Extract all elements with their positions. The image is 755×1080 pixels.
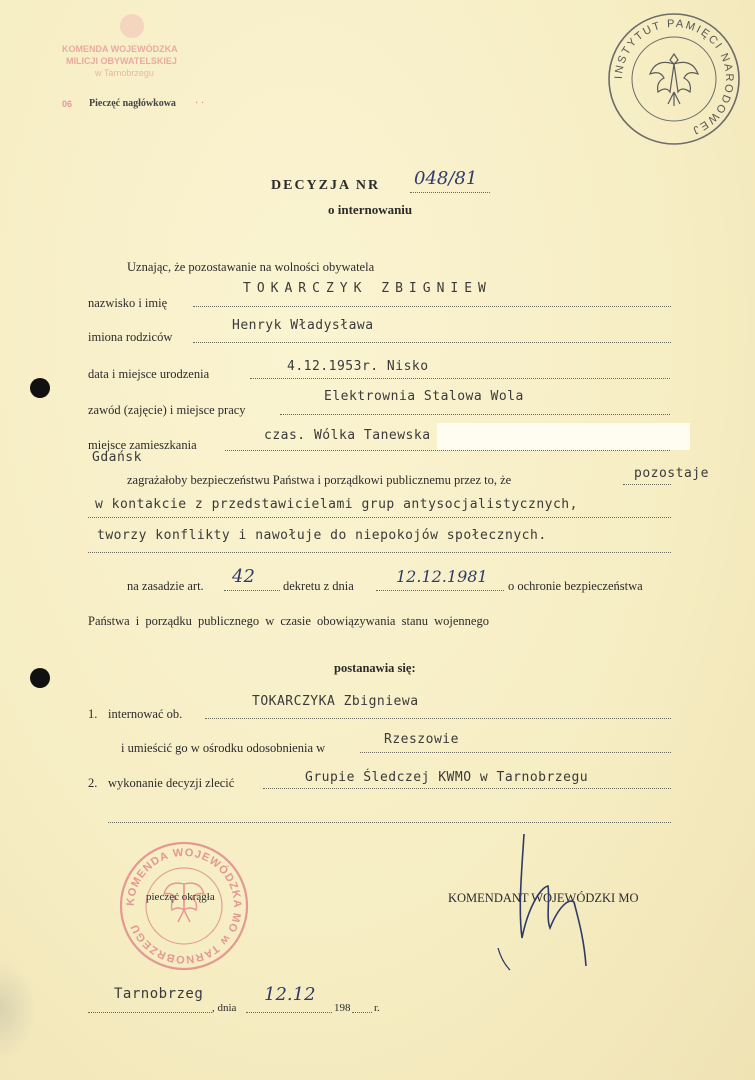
round-stamp-label: pieczęć okrągła xyxy=(146,891,215,903)
ipn-seal-text: INSTYTUT PAMIĘCI NARODOWEJ xyxy=(612,17,736,137)
work-label: zawód (zajęcie) i miejsce pracy xyxy=(88,403,246,417)
residence-label: miejsce zamieszkania xyxy=(88,438,197,452)
legal-line-2: Państwa i porządku publicznego w czasie obowiązywania stanu wojennego xyxy=(88,614,489,628)
commander-label: KOMENDANT WOJEWÓDZKI MO xyxy=(448,891,639,905)
surname-label: nazwisko i imię xyxy=(88,296,168,310)
item-1-place-label: i umieścić go w ośrodku odosobnienia w xyxy=(121,741,326,755)
round-stamp-text: KOMENDA WOJEWÓDZKA MO w TARNOBRZEGU xyxy=(124,846,244,966)
threat-reason-2: w kontakcie z przedstawicielami grup antysocjalistycznych, xyxy=(95,497,578,512)
header-stamp-label: Pieczęć nagłówkowa xyxy=(89,98,176,109)
item-1-place-value: Rzeszowie xyxy=(384,732,459,747)
decision-subtitle: o internowaniu xyxy=(328,202,413,217)
paper-wear xyxy=(0,960,36,1060)
day-label: , dnia xyxy=(212,1002,237,1014)
item-2-number: 2. xyxy=(88,776,98,790)
faded-header-stamp-line-2: MILICJI OBYWATELSKIEJ xyxy=(66,56,177,66)
threat-text: zagrażałoby bezpieczeństwu Państwa i porządkowi publicznemu przez to, że xyxy=(127,473,512,487)
decree-date: 12.12.1981 xyxy=(396,567,488,586)
parents-label: imiona rodziców xyxy=(88,330,173,344)
work-value: Elektrownia Stalowa Wola xyxy=(324,389,524,404)
header-stamp-number: 06 xyxy=(62,99,73,109)
redacted-area xyxy=(437,423,690,450)
item-2-value: Grupie Śledczej KWMO w Tarnobrzegu xyxy=(305,770,589,785)
eagle-icon xyxy=(650,54,698,106)
svg-text:INSTYTUT PAMIĘCI NARODOWEJ xyxy=(613,18,735,137)
threat-reason-3: tworzy konflikty i nawołuje do niepokojów społecznych. xyxy=(97,528,547,543)
threat-reason-1: pozostaje xyxy=(634,466,709,481)
item-1-value: TOKARCZYKA Zbigniewa xyxy=(252,694,419,709)
surname-value: TOKARCZYK ZBIGNIEW xyxy=(243,281,492,296)
faded-header-stamp-line-1: KOMENDA WOJEWÓDZKA xyxy=(62,44,178,54)
year-suffix: r. xyxy=(374,1002,380,1014)
decree-text: dekretu z dnia xyxy=(283,579,354,593)
round-stamp xyxy=(118,840,250,972)
item-1-number: 1. xyxy=(88,707,98,721)
decision-label: DECYZJA NR xyxy=(271,178,381,193)
legal-basis-prefix: na zasadzie art. xyxy=(127,579,204,593)
intro-text: Uznając, że pozostawanie na wolności obywatela xyxy=(127,260,375,274)
document-page: KOMENDA WOJEWÓDZKA MILICJI OBYWATELSKIEJ w Tarnobrzegu 06 Pieczęć nagłówkowa · · INSTYTUT PAMIĘCI NARODOWEJ DECYZJA NR 048/81 o internowaniu Uznając, że pozostawanie na wolności obywatela nazwisko i imię TOKARCZYK ZBIGNIEW imiona rodziców Henryk Władysława data i miejsce urodzenia 4.12.1953r. Nisko zawód (zajęcie) i miejsce pracy Elektrownia Stalowa Wola miejsce zamieszkania czas. Wólka Tanewska Gdańsk zagrażałoby bezpieczeństwu Państwa i porządkowi publicznemu przez to, że pozostaje w kontakcie z przedstawicielami grup antysocjalistycznych, tworzy konflikty i nawołuje do niepokojów społecznych. na zasadzie art. 42 dekretu z dnia 12.12.1981 o ochronie bezpieczeństwa Państwa i porządku publicznego w czasie obowiązywania stanu wojennego postanawia się: 1. internować ob. TOKARCZYKA Zbigniewa i umieścić go w ośrodku odosobnienia w Rzeszowie 2. wykonanie decyzji zlecić Grupie Śledczej KWMO w Tarnobrzegu KOMENDA WOJEWÓDZKA MO w TARNOBRZEGU pieczęć okrągła KOMENDANT WOJEWÓDZKI MO Tarnobrzeg , dnia 12.12 198 r. xyxy=(0,0,755,1080)
item-2-label: wykonanie decyzji zlecić xyxy=(108,776,235,790)
item-1-label: internować ob. xyxy=(108,707,183,721)
decision-heading: postanawia się: xyxy=(334,661,416,675)
birth-label: data i miejsce urodzenia xyxy=(88,367,210,381)
protection-text: o ochronie bezpieczeństwa xyxy=(508,579,643,593)
signature xyxy=(488,828,598,978)
decision-number: 048/81 xyxy=(414,168,478,189)
year-label: 198 xyxy=(334,1002,351,1014)
date-value: 12.12 xyxy=(264,984,316,1005)
parents-value: Henryk Władysława xyxy=(232,318,374,333)
punch-hole-bottom xyxy=(30,668,50,688)
ipn-seal xyxy=(605,10,743,148)
residence-value-2: Gdańsk xyxy=(92,450,142,465)
residence-value: czas. Wólka Tanewska xyxy=(264,428,431,443)
birth-value: 4.12.1953r. Nisko xyxy=(287,359,429,374)
punch-hole-top xyxy=(30,378,50,398)
legal-article: 42 xyxy=(232,566,255,587)
eagle-emblem-icon xyxy=(120,14,144,38)
place-value: Tarnobrzeg xyxy=(114,986,204,1002)
faded-header-stamp-line-3: w Tarnobrzegu xyxy=(95,68,154,78)
